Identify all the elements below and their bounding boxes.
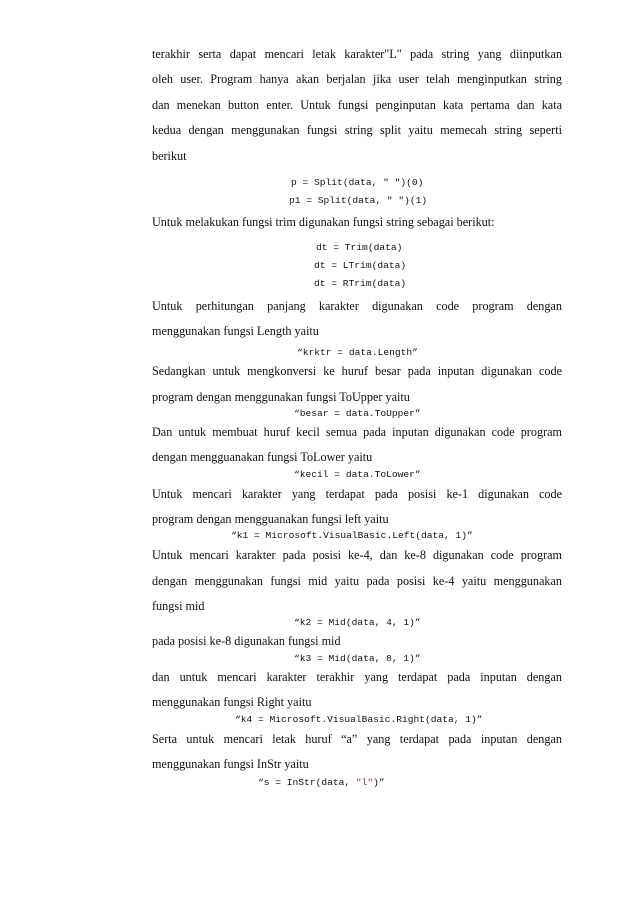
paragraph-line: Sedangkan untuk mengkonversi ke huruf besar pada inputan digunakan code xyxy=(152,364,562,378)
code-mid-4: “k2 = Mid(data, 4, 1)” xyxy=(294,617,421,628)
code-mid-8: “k3 = Mid(data, 8, 1)” xyxy=(294,653,421,664)
paragraph-line: oleh user. Program hanya akan berjalan jika user telah menginputkan string xyxy=(152,72,562,86)
paragraph-line: dengan menggunakan fungsi mid yaitu pada posisi ke-4 yaitu menggunakan xyxy=(152,574,562,588)
code-instr-suffix: )” xyxy=(373,777,385,788)
code-trim: dt = Trim(data) xyxy=(316,242,403,253)
paragraph-line: pada posisi ke-8 digunakan fungsi mid xyxy=(152,634,341,648)
code-instr-prefix: “s = InStr(data, xyxy=(258,777,356,788)
paragraph-line: kedua dengan menggunakan fungsi string split yaitu memecah string seperti xyxy=(152,123,562,137)
code-tolower: “kecil = data.ToLower” xyxy=(294,469,421,480)
paragraph-line: berikut xyxy=(152,149,187,163)
paragraph-line: menggunakan fungsi InStr yaitu xyxy=(152,757,309,771)
paragraph-line: dan menekan button enter. Untuk fungsi penginputan kata pertama dan kata xyxy=(152,98,562,112)
paragraph-line: program dengan mengguanakan fungsi left yaitu xyxy=(152,512,389,526)
code-toupper: “besar = data.ToUpper” xyxy=(294,408,421,419)
code-length: “krktr = data.Length” xyxy=(297,347,418,358)
paragraph-line: menggunakan fungsi Length yaitu xyxy=(152,324,319,338)
code-ltrim: dt = LTrim(data) xyxy=(314,260,407,271)
paragraph-line: terakhir serta dapat mencari letak karakter"L" pada string yang diinputkan xyxy=(152,47,562,61)
paragraph-line: program dengan menggunakan fungsi ToUpper yaitu xyxy=(152,390,410,404)
code-instr xyxy=(258,777,385,789)
paragraph-line: Untuk melakukan fungsi trim digunakan fungsi string sebagai berikut: xyxy=(152,215,495,229)
code-rtrim: dt = RTrim(data) xyxy=(314,278,407,289)
paragraph-line: Untuk perhitungan panjang karakter digunakan code program dengan xyxy=(152,299,562,313)
paragraph-line: Serta untuk mencari letak huruf “a” yang terdapat pada inputan dengan xyxy=(152,732,562,746)
code-split-second: p1 = Split(data, " ")(1) xyxy=(289,195,428,206)
code-instr-string-literal: "l" xyxy=(355,777,374,788)
code-left: “k1 = Microsoft.VisualBasic.Left(data, 1)” xyxy=(231,530,473,541)
paragraph-line: dan untuk mencari karakter terakhir yang terdapat pada inputan dengan xyxy=(152,670,562,684)
code-right: “k4 = Microsoft.VisualBasic.Right(data, 1)” xyxy=(235,714,483,725)
paragraph-line: fungsi mid xyxy=(152,599,205,613)
paragraph-line: dengan mengguanakan fungsi ToLower yaitu xyxy=(152,450,373,464)
code-split-first: p = Split(data, " ")(0) xyxy=(291,177,424,188)
paragraph-line: Untuk mencari karakter pada posisi ke-4, dan ke-8 digunakan code program xyxy=(152,548,562,562)
paragraph-line: Untuk mencari karakter yang terdapat pada posisi ke-1 digunakan code xyxy=(152,487,562,501)
paragraph-line: Dan untuk membuat huruf kecil semua pada inputan digunakan code program xyxy=(152,425,562,439)
paragraph-line: menggunakan fungsi Right yaitu xyxy=(152,695,312,709)
